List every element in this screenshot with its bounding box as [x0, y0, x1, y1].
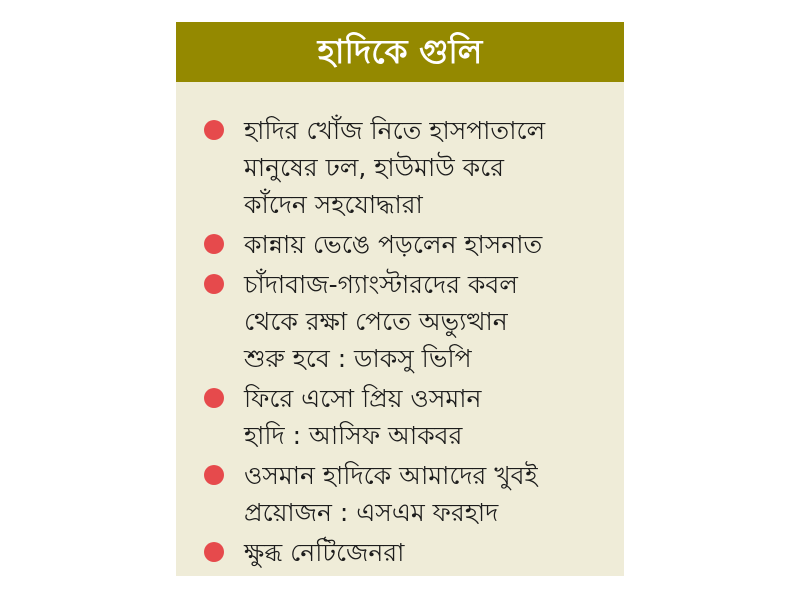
item-text — [244, 266, 518, 377]
bullet-dot-icon — [204, 120, 224, 140]
item-line: মানুষের ঢল, হাউমাউ করে — [244, 153, 504, 182]
item-text — [244, 112, 545, 223]
item-line: কান্নায় ভেঙে পড়লেন হাসনাত — [244, 230, 543, 259]
item-line: থেকে রক্ষা পেতে অভ্যুত্থান — [244, 307, 508, 336]
item-text — [244, 380, 481, 454]
bullet-dot-icon — [204, 542, 224, 562]
item-line: হাদি : আসিফ আকবর — [244, 421, 463, 450]
item-text — [244, 534, 404, 571]
list-item — [204, 266, 612, 377]
bullet-dot-icon — [204, 234, 224, 254]
bullet-dot-icon — [204, 274, 224, 294]
header-bar — [176, 22, 624, 82]
item-text — [244, 457, 538, 531]
list-item — [204, 534, 612, 571]
item-line: চাঁদাবাজ-গ্যাংস্টারদের কবল — [244, 270, 518, 299]
news-box — [176, 22, 624, 576]
headline-list — [176, 82, 624, 571]
list-item — [204, 380, 612, 454]
list-item — [204, 112, 612, 223]
box-title: হাদিকে গুলি — [317, 32, 483, 71]
list-item — [204, 457, 612, 531]
item-line: ওসমান হাদিকে আমাদের খুবই — [244, 461, 538, 490]
bullet-dot-icon — [204, 388, 224, 408]
item-line: শুরু হবে : ডাকসু ভিপি — [244, 344, 472, 373]
item-line: কাঁদেন সহযোদ্ধারা — [244, 190, 423, 219]
bullet-dot-icon — [204, 465, 224, 485]
item-line: হাদির খোঁজ নিতে হাসপাতালে — [244, 116, 546, 145]
list-item — [204, 226, 612, 263]
item-line: প্রয়োজন : এসএম ফরহাদ — [244, 498, 499, 527]
item-text — [244, 226, 542, 263]
item-line: ফিরে এসো প্রিয় ওসমান — [244, 384, 482, 413]
item-line: ক্ষুব্ধ নেটিজেনরা — [244, 538, 405, 567]
